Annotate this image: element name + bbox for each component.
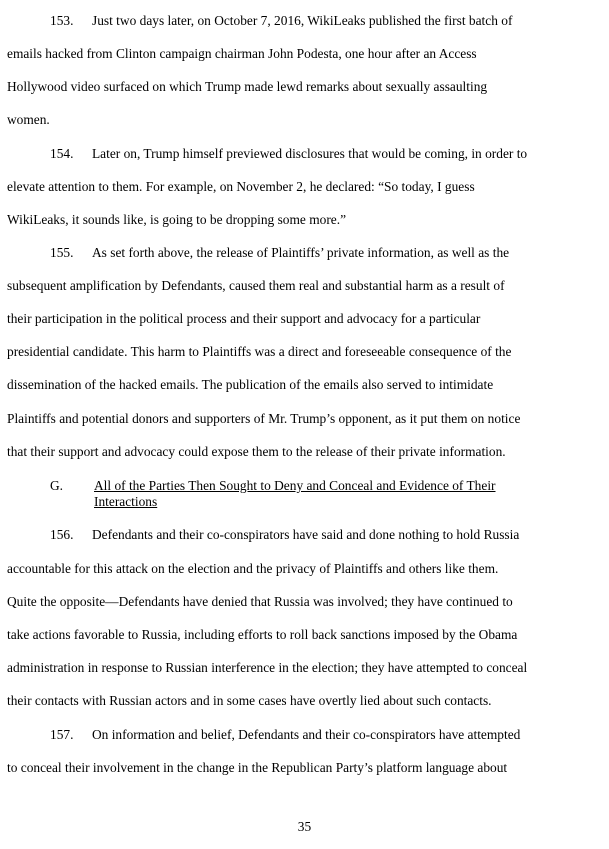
- paragraph-number: 154.: [50, 146, 74, 161]
- section-letter: G.: [50, 478, 64, 493]
- paragraph-line: 157. On information and belief, Defendants and their co-conspirators have attempted: [50, 727, 521, 742]
- paragraph-line: elevate attention to them. For example, on November 2, he declared: “So today, I guess: [7, 179, 475, 194]
- paragraph-line: Quite the opposite—Defendants have denied that Russia was involved; they have continued to: [7, 594, 513, 609]
- paragraph-line: 153. Just two days later, on October 7, 2016, WikiLeaks published the first batch of: [50, 13, 513, 28]
- paragraph-line: 154. Later on, Trump himself previewed disclosures that would be coming, in order to: [50, 146, 528, 161]
- section-title-line: Interactions: [94, 494, 158, 509]
- paragraph-number: 156.: [50, 527, 74, 542]
- paragraph-line: their participation in the political process and their support and advocacy for a particular: [7, 311, 481, 326]
- paragraph-line: to conceal their involvement in the change in the Republican Party’s platform language about: [7, 760, 508, 775]
- paragraph-line: administration in response to Russian interference in the election; they have attempted to conceal: [7, 660, 528, 675]
- paragraph-line: take actions favorable to Russia, including efforts to roll back sanctions imposed by the Obama: [7, 627, 518, 642]
- paragraph-line: Plaintiffs and potential donors and supporters of Mr. Trump’s opponent, as it put them on notice: [7, 411, 521, 426]
- paragraph-line: that their support and advocacy could expose them to the release of their private information.: [7, 444, 506, 459]
- paragraph-number: 157.: [50, 727, 74, 742]
- paragraph-line: 155. As set forth above, the release of Plaintiffs’ private information, as well as the: [50, 245, 510, 260]
- paragraph-line: accountable for this attack on the election and the privacy of Plaintiffs and others like them.: [7, 561, 499, 576]
- paragraph-line: women.: [7, 112, 50, 127]
- paragraph-line: Hollywood video surfaced on which Trump made lewd remarks about sexually assaulting: [7, 79, 488, 94]
- paragraph-number: 153.: [50, 13, 74, 28]
- paragraph-line: WikiLeaks, it sounds like, is going to be dropping some more.”: [7, 212, 347, 227]
- paragraph-line: presidential candidate. This harm to Plaintiffs was a direct and foreseeable consequence of the: [7, 344, 512, 359]
- paragraph-number: 155.: [50, 245, 74, 260]
- page-number: 35: [297, 819, 312, 834]
- paragraph-line: emails hacked from Clinton campaign chairman John Podesta, one hour after an Access: [7, 46, 477, 61]
- paragraph-line: subsequent amplification by Defendants, caused them real and substantial harm as a result of: [7, 278, 505, 293]
- paragraph-line: their contacts with Russian actors and in some cases have overtly lied about such contacts.: [7, 693, 492, 708]
- section-title-line: All of the Parties Then Sought to Deny and Conceal and Evidence of Their: [94, 478, 496, 493]
- paragraph-line: dissemination of the hacked emails. The publication of the emails also served to intimidate: [7, 377, 494, 392]
- paragraph-line: 156. Defendants and their co-conspirators have said and done nothing to hold Russia: [50, 527, 520, 542]
